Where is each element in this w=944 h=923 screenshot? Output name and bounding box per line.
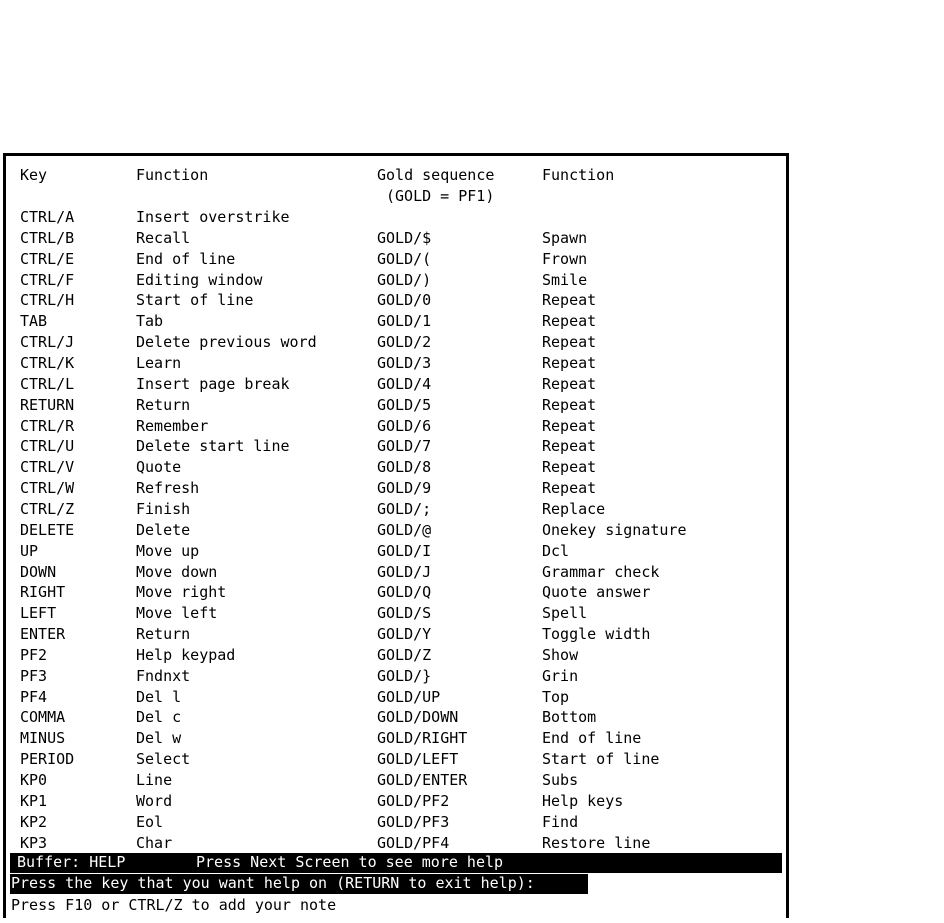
gold-sequence-cell: GOLD/0	[377, 291, 432, 310]
gold-function-cell: Quote answer	[542, 583, 651, 602]
key-cell: CTRL/K	[20, 354, 75, 372]
function-cell: Remember	[136, 416, 209, 435]
gold-function-cell: Spell	[542, 604, 588, 623]
function-cell: Help keypad	[136, 645, 236, 664]
key-cell: KP3	[20, 833, 48, 852]
gold-sequence-cell: GOLD/Z	[377, 645, 432, 664]
function-cell: Move right	[136, 583, 227, 602]
function-cell: Del l	[136, 687, 182, 706]
table-row	[6, 291, 786, 312]
key-cell: MINUS	[20, 729, 66, 748]
gold-function-cell: Grammar check	[542, 562, 660, 581]
gold-sequence-cell: GOLD/9	[377, 479, 432, 498]
table-row	[6, 479, 786, 500]
gold-function-cell: Grin	[542, 666, 579, 685]
gold-sequence-cell: GOLD/Q	[377, 583, 432, 602]
table-row	[6, 271, 786, 292]
note-text: Press F10 or CTRL/Z to add your note	[11, 896, 337, 914]
header-gold-note: (GOLD = PF1)	[386, 187, 495, 205]
table-row	[6, 333, 786, 354]
key-cell: CTRL/J	[20, 333, 75, 352]
gold-sequence-cell: GOLD/ENTER	[377, 771, 468, 789]
function-cell: Insert overstrike	[136, 208, 290, 226]
gold-function-cell: Repeat	[542, 479, 597, 498]
gold-function-cell: Show	[542, 645, 579, 664]
table-row	[6, 500, 786, 521]
status-message: Press Next Screen to see more help	[196, 853, 504, 871]
header-function: Function	[136, 166, 209, 184]
key-cell: CTRL/F	[20, 270, 75, 289]
help-terminal-window	[3, 153, 789, 918]
table-row	[6, 354, 786, 375]
table-row	[6, 604, 786, 625]
gold-function-cell: Repeat	[542, 374, 597, 393]
function-cell: Return	[136, 395, 191, 414]
prompt-line[interactable]	[10, 874, 588, 894]
function-cell: Tab	[136, 312, 164, 331]
gold-sequence-cell: GOLD/)	[377, 270, 432, 289]
key-cell: KP0	[20, 771, 48, 789]
function-cell: Word	[136, 791, 173, 810]
function-cell: Refresh	[136, 479, 200, 498]
function-cell: Eol	[136, 812, 164, 831]
function-cell: Delete	[136, 520, 191, 539]
table-row	[6, 646, 786, 667]
function-cell: Delete start line	[136, 437, 290, 456]
gold-function-cell: Repeat	[542, 416, 597, 435]
function-cell: Fndnxt	[136, 666, 191, 685]
gold-sequence-cell: GOLD/@	[377, 520, 432, 539]
gold-function-cell: Repeat	[542, 312, 597, 331]
table-row	[6, 729, 786, 750]
gold-function-cell: Repeat	[542, 354, 597, 372]
function-cell: Quote	[136, 458, 182, 477]
gold-sequence-cell: GOLD/UP	[377, 687, 441, 706]
gold-sequence-cell: GOLD/}	[377, 666, 432, 685]
function-cell: Recall	[136, 228, 191, 247]
gold-sequence-cell: GOLD/6	[377, 416, 432, 435]
table-row	[6, 750, 786, 771]
gold-function-cell: Spawn	[542, 228, 588, 247]
key-cell: PF2	[20, 645, 48, 664]
note-line	[10, 896, 782, 916]
function-cell: Finish	[136, 499, 191, 518]
gold-sequence-cell: GOLD/8	[377, 458, 432, 477]
prompt-text: Press the key that you want help on (RETURN to exit help):	[11, 874, 535, 892]
gold-sequence-cell: GOLD/$	[377, 228, 432, 247]
gold-sequence-cell: GOLD/PF2	[377, 791, 450, 810]
status-bar	[10, 853, 782, 873]
gold-sequence-cell: GOLD/DOWN	[377, 708, 459, 727]
table-row	[6, 208, 786, 229]
key-cell: CTRL/Z	[20, 499, 75, 518]
gold-function-cell: Bottom	[542, 708, 597, 727]
gold-sequence-cell: GOLD/PF4	[377, 833, 450, 852]
gold-function-cell: Smile	[542, 270, 588, 289]
key-cell: LEFT	[20, 604, 57, 623]
function-cell: Learn	[136, 354, 182, 372]
table-row	[6, 688, 786, 709]
function-cell: End of line	[136, 249, 236, 268]
key-cell: RIGHT	[20, 583, 66, 602]
key-cell: PERIOD	[20, 750, 75, 769]
function-cell: Del c	[136, 708, 182, 727]
table-row	[6, 834, 786, 855]
table-row	[6, 813, 786, 834]
function-cell: Move left	[136, 604, 218, 623]
gold-function-cell: Subs	[542, 771, 579, 789]
key-cell: ENTER	[20, 625, 66, 643]
key-cell: DOWN	[20, 562, 57, 581]
gold-sequence-cell: GOLD/LEFT	[377, 750, 459, 769]
table-row	[6, 250, 786, 271]
gold-function-cell: Repeat	[542, 458, 597, 477]
key-cell: CTRL/E	[20, 249, 75, 268]
key-cell: CTRL/U	[20, 437, 75, 456]
gold-function-cell: Repeat	[542, 437, 597, 456]
gold-function-cell: Top	[542, 687, 570, 706]
gold-function-cell: Restore line	[542, 833, 651, 852]
gold-function-cell: Repeat	[542, 291, 597, 310]
function-cell: Insert page break	[136, 374, 290, 393]
key-cell: CTRL/R	[20, 416, 75, 435]
function-cell: Select	[136, 750, 191, 769]
gold-function-cell: Repeat	[542, 333, 597, 352]
table-row	[6, 625, 786, 646]
gold-sequence-cell: GOLD/5	[377, 395, 432, 414]
gold-sequence-cell: GOLD/2	[377, 333, 432, 352]
gold-sequence-cell: GOLD/S	[377, 604, 432, 623]
gold-function-cell: End of line	[542, 729, 642, 748]
key-cell: KP1	[20, 791, 48, 810]
table-row	[6, 312, 786, 333]
key-cell: CTRL/L	[20, 374, 75, 393]
table-row	[6, 229, 786, 250]
gold-sequence-cell: GOLD/Y	[377, 625, 432, 643]
key-cell: RETURN	[20, 395, 75, 414]
function-cell: Line	[136, 771, 173, 789]
function-cell: Return	[136, 625, 191, 643]
header-gold-sequence: Gold sequence	[377, 166, 495, 184]
gold-sequence-cell: GOLD/J	[377, 562, 432, 581]
key-cell: UP	[20, 541, 39, 560]
table-row	[6, 792, 786, 813]
gold-sequence-cell: GOLD/PF3	[377, 812, 450, 831]
header-row	[6, 166, 786, 187]
gold-sequence-cell: GOLD/7	[377, 437, 432, 456]
gold-function-cell: Onekey signature	[542, 520, 687, 539]
table-row	[6, 437, 786, 458]
gold-sequence-cell: GOLD/;	[377, 499, 432, 518]
key-cell: DELETE	[20, 520, 75, 539]
table-row	[6, 667, 786, 688]
table-row	[6, 417, 786, 438]
table-row	[6, 458, 786, 479]
table-row	[6, 396, 786, 417]
key-cell: KP2	[20, 812, 48, 831]
function-cell: Char	[136, 833, 173, 852]
function-cell: Move down	[136, 562, 218, 581]
gold-function-cell: Help keys	[542, 791, 624, 810]
gold-function-cell: Toggle width	[542, 625, 651, 643]
table-row	[6, 771, 786, 792]
function-cell: Del w	[136, 729, 182, 748]
buffer-name: Buffer: HELP	[17, 853, 126, 871]
table-row	[6, 563, 786, 584]
gold-function-cell: Start of line	[542, 750, 660, 769]
key-cell: PF4	[20, 687, 48, 706]
header-function-2: Function	[542, 166, 615, 184]
header-gold-note-row	[6, 187, 786, 208]
gold-function-cell: Dcl	[542, 541, 570, 560]
gold-function-cell: Find	[542, 812, 579, 831]
key-cell: CTRL/H	[20, 291, 75, 310]
gold-sequence-cell: GOLD/4	[377, 374, 432, 393]
table-row	[6, 521, 786, 542]
gold-sequence-cell: GOLD/I	[377, 541, 432, 560]
key-cell: CTRL/W	[20, 479, 75, 498]
gold-sequence-cell: GOLD/RIGHT	[377, 729, 468, 748]
key-cell: TAB	[20, 312, 48, 331]
function-cell: Editing window	[136, 270, 263, 289]
function-cell: Delete previous word	[136, 333, 317, 352]
gold-function-cell: Replace	[542, 499, 606, 518]
gold-function-cell: Repeat	[542, 395, 597, 414]
key-cell: COMMA	[20, 708, 66, 727]
key-cell: CTRL/V	[20, 458, 75, 477]
key-cell: CTRL/A	[20, 208, 75, 226]
table-row	[6, 542, 786, 563]
key-cell: CTRL/B	[20, 228, 75, 247]
function-cell: Start of line	[136, 291, 254, 310]
gold-sequence-cell: GOLD/1	[377, 312, 432, 331]
table-row	[6, 708, 786, 729]
gold-function-cell: Frown	[542, 249, 588, 268]
key-cell: PF3	[20, 666, 48, 685]
gold-sequence-cell: GOLD/3	[377, 354, 432, 372]
function-cell: Move up	[136, 541, 200, 560]
header-key: Key	[20, 166, 48, 184]
table-row	[6, 583, 786, 604]
table-row	[6, 375, 786, 396]
gold-sequence-cell: GOLD/(	[377, 249, 432, 268]
